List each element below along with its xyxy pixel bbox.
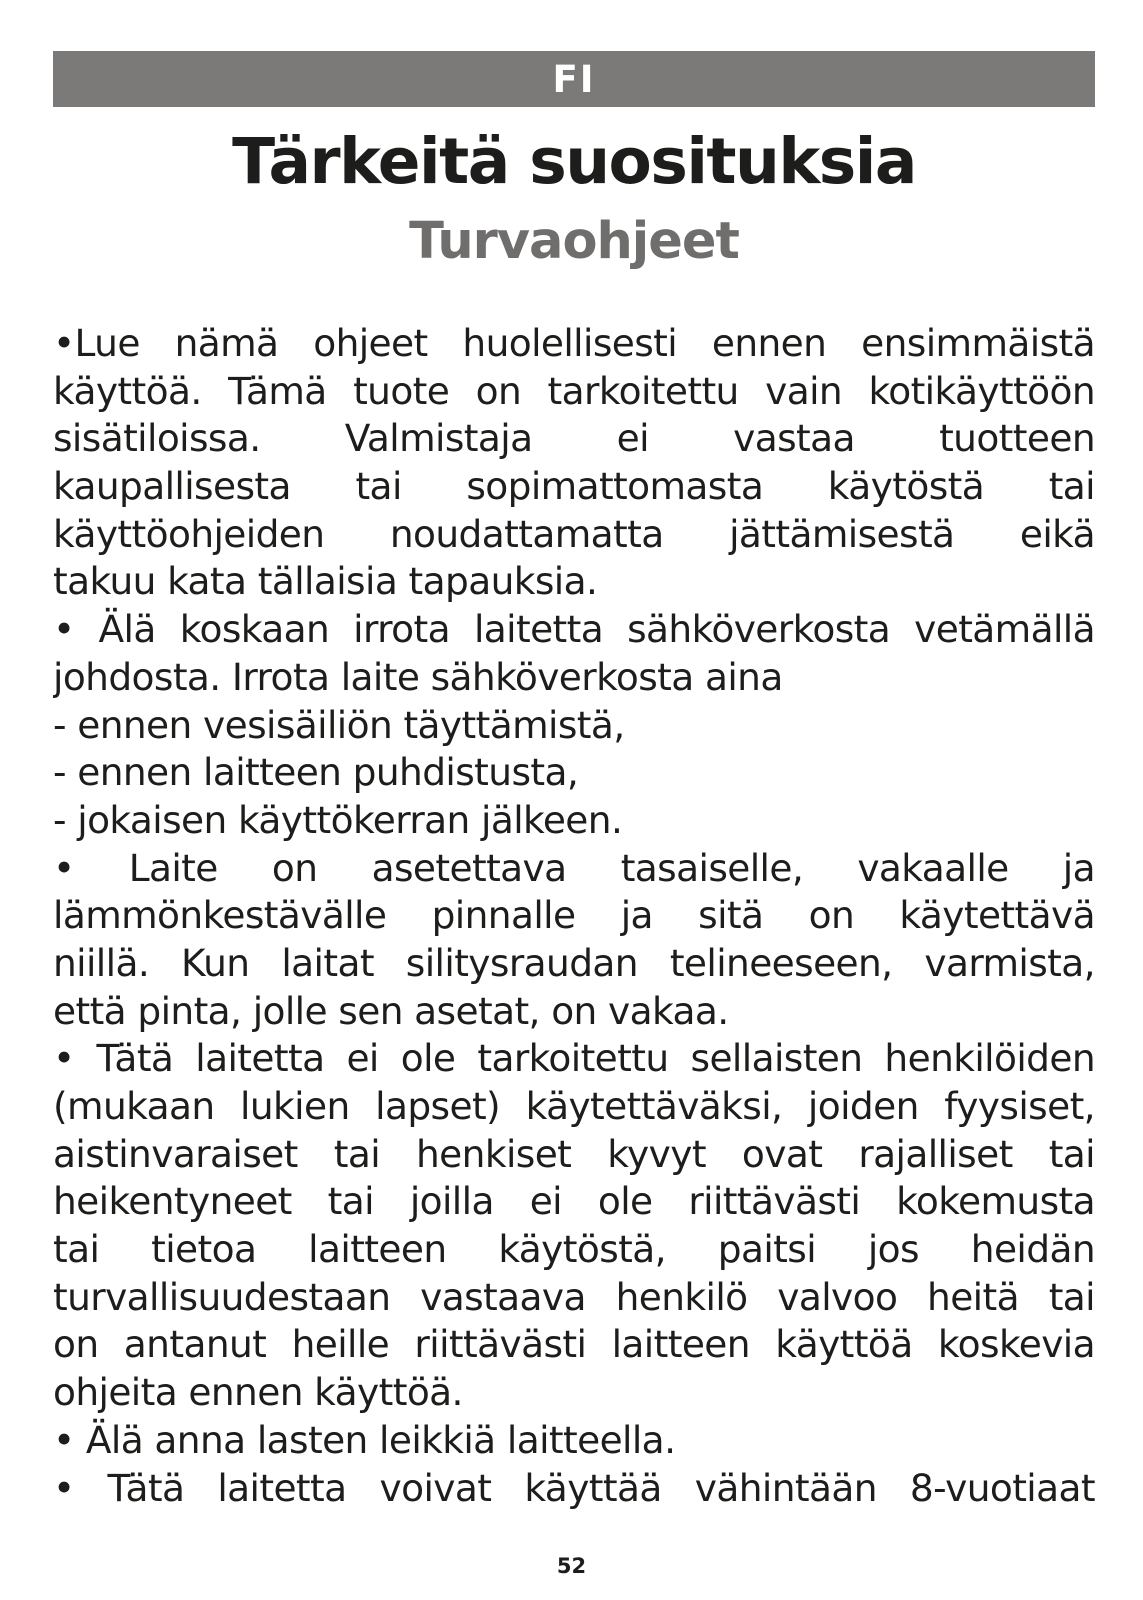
body-line: - jokaisen käyttökerran jälkeen. [53,797,623,842]
body-line: • Laite on asetettava tasaiselle, vakaalle ja [53,845,1095,890]
language-code: FI [552,57,596,101]
safety-instructions-text [53,320,1095,1512]
body-line: että pinta, jolle sen asetat, on vakaa. [53,988,729,1033]
body-line: niillä. Kun laitat silitysraudan telineeseen, varmista, [53,940,1095,985]
body-line: kaupallisesta tai sopimattomasta käytöstä tai [53,464,1095,509]
body-line: - ennen laitteen puhdistusta, [53,750,579,795]
body-line: • Tätä laitetta voivat käyttää vähintään 8-vuotiaat [53,1465,1095,1510]
body-line: aistinvaraiset tai henkiset kyvyt ovat rajalliset tai [53,1131,1095,1176]
body-line: tai tietoa laitteen käytöstä, paitsi jos heidän [53,1227,1095,1272]
body-line: - ennen vesisäiliön täyttämistä, [53,702,625,747]
body-line: heikentyneet tai joilla ei ole riittävästi kokemusta [53,1179,1095,1224]
body-line: johdosta. Irrota laite sähköverkosta aina [53,654,783,699]
section-subtitle: Turvaohjeet [409,212,739,271]
body-line: käyttöä. Tämä tuote on tarkoitettu vain kotikäyttöön [53,368,1095,413]
body-line: • Älä koskaan irrota laitetta sähköverkosta vetämällä [53,607,1095,652]
body-line: lämmönkestävälle pinnalle ja sitä on käytettävä [53,893,1095,938]
body-line: sisätiloissa. Valmistaja ei vastaa tuotteen [53,416,1095,461]
body-line: (mukaan lukien lapset) käytettäväksi, joiden fyysiset, [53,1084,1095,1128]
body-line: takuu kata tällaisia tapauksia. [53,559,598,604]
body-line: käyttöohjeiden noudattamatta jättämisestä eikä [53,511,1095,556]
body-line: •Lue nämä ohjeet huolellisesti ennen ensimmäistä [53,321,1095,365]
body-line: • Tätä laitetta ei ole tarkoitettu sellaisten henkilöiden [53,1036,1095,1081]
body-line: • Älä anna lasten leikkiä laitteella. [53,1417,676,1462]
body-line: ohjeita ennen käyttöä. [53,1370,463,1415]
page-number: 52 [556,1554,587,1578]
body-line: on antanut heille riittävästi laitteen käyttöä koskevia [53,1322,1095,1367]
language-header-bar [53,51,1095,107]
page-title: Tärkeitä suosituksia [232,125,916,198]
body-line: turvallisuudestaan vastaava henkilö valvoo heitä tai [53,1274,1095,1319]
